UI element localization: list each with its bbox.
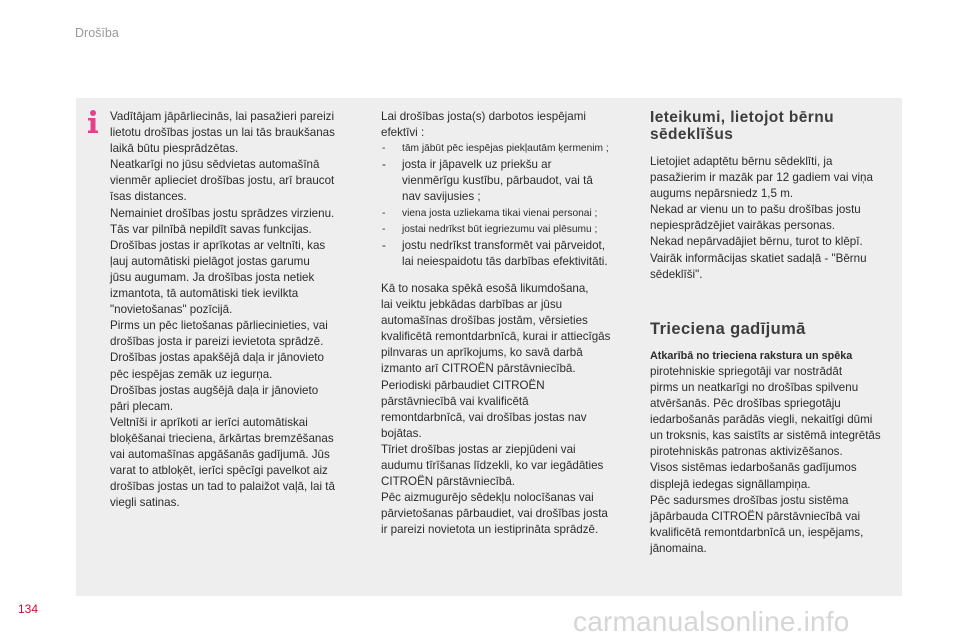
text-line: bloķēšanai trieciena, ārkārtas bremzēšanas <box>110 431 334 445</box>
text-line: tām jābūt pēc iespējas piekļautām ķermenim ; <box>402 143 609 155</box>
list-item <box>381 157 633 205</box>
text-line: pasažierim ir mazāk par 12 gadiem vai viņa <box>650 171 873 185</box>
text-line: sēdeklīši". <box>650 267 703 281</box>
text-line: Drošības jostas ir aprīkotas ar veltnīti, kas <box>110 238 326 252</box>
text-line: Vadītājam jāpārliecinās, lai pasažieri pareizi <box>110 110 335 123</box>
text-line: drošības jostas un tad to palaižot vaļā, lai tā <box>110 480 335 494</box>
middle-paragraph <box>381 281 633 539</box>
text-line: un troksnis, kas saistīts ar sistēmā integrētās <box>650 429 881 443</box>
text-line: pirotehniskie spriegotāji var nostrādāt <box>650 364 843 378</box>
text-line: "novietošanas" pozīcijā. <box>110 303 233 317</box>
text-line: CITROËN pārstāvniecībā. <box>381 475 516 489</box>
right-column <box>650 109 900 557</box>
child-seat-heading <box>650 109 900 143</box>
text-line: ir pareizi novietota un iestiprināta sprādzē. <box>381 523 599 537</box>
section-title: Drošība <box>75 26 119 40</box>
text-line: displejā iedegas signāllampiņa. <box>650 477 811 491</box>
text-line: kvalificētā remontdarbnīcā, kurai ir attiecīgās <box>381 330 611 344</box>
text-line: pārstāvniecībā vai kvalificētā <box>381 394 529 408</box>
text-line: viena josta uzliekama tikai vienai personai ; <box>402 207 598 219</box>
text-line: Kā to nosaka spēkā esošā likumdošana, <box>381 281 589 295</box>
text-line: nepiesprādzējiet vairākas personas. <box>650 219 835 233</box>
heading-line: sēdeklīšus <box>650 126 734 143</box>
left-column <box>110 109 368 511</box>
text-line: Pēc aizmugurējo sēdekļu nolocīšanas vai <box>381 491 594 505</box>
list-item <box>381 206 633 222</box>
impact-body <box>650 365 881 555</box>
text-line: Pēc sadursmes drošības jostu sistēma <box>650 493 849 507</box>
watermark: carmanualsonline.info <box>573 606 850 637</box>
text-line: jāpārbauda CITROËN pārstāvniecībā vai <box>650 509 861 523</box>
text-line: automašīnas drošības jostām, vērsieties <box>381 314 588 328</box>
text-line: Tīriet drošības jostas ar ziepjūdeni vai <box>381 442 576 456</box>
text-line: pārvietošanas pārbaudiet, vai drošības josta <box>381 507 608 521</box>
text-line: josta ir jāpavelk uz priekšu ar <box>402 158 552 172</box>
child-seat-text <box>650 154 900 283</box>
text-line: Visos sistēmas iedarbošanās gadījumos <box>650 461 857 475</box>
text-line: jostai nedrīkst būt iegriezumu vai plēsumu ; <box>402 223 598 235</box>
page-number: 134 <box>18 602 39 616</box>
text-line: Lai drošības josta(s) darbotos iespējami <box>381 110 586 123</box>
info-icon <box>86 109 100 135</box>
text-line: drošības josta ir pareizi ievietota sprādzē. <box>110 335 324 349</box>
text-line: Neatkarīgi no jūsu sēdvietas automašīnā <box>110 158 320 172</box>
text-line: Pirms un pēc lietošanas pārliecinieties, vai <box>110 319 328 333</box>
text-line: izmantota, tā automātiski tiek ievilkta <box>110 287 299 301</box>
list-item <box>381 238 633 270</box>
text-line: jānomaina. <box>650 541 707 555</box>
text-line: īsas distances. <box>110 190 187 204</box>
text-line: pirms un neatkarīgi no drošības spilvenu <box>650 380 859 394</box>
text-line: vienmērīgu kustību, pārbaudot, vai tā <box>402 174 593 188</box>
text-line: jostu nedrīkst transformēt vai pārveidot, <box>402 238 605 252</box>
text-line: viegli satinas. <box>110 496 180 510</box>
list-item <box>381 222 633 238</box>
text-line: bojātas. <box>381 426 422 440</box>
text-line: Drošības jostas augšējā daļa ir jānovieto <box>110 383 319 397</box>
middle-column <box>381 109 633 538</box>
text-line: varat to atbloķēt, ierīci spēcīgi pavelkot aiz <box>110 464 328 478</box>
text-line: remontdarbnīcā, vai drošības jostas nav <box>381 410 587 424</box>
text-line: izmanto arī CITROËN pārstāvniecībā. <box>381 362 576 376</box>
text-line: lietotu drošības jostas un lai tās braukšanas <box>110 126 335 140</box>
text-line: lai neiespaidotu tās darbības efektivitāti. <box>402 254 608 268</box>
text-line: vai automašīnas apgāšanās gadījumā. Jūs <box>110 447 330 461</box>
text-line: laikā būtu piesprādzētas. <box>110 142 239 156</box>
left-column-text <box>110 109 368 511</box>
impact-text <box>650 348 900 557</box>
text-line: Nekad ar vienu un to pašu drošības jostu <box>650 203 861 217</box>
text-line: Nekad nepārvadājiet bērnu, turot to klēpī. <box>650 235 863 249</box>
text-line: nav savijusies ; <box>402 190 481 204</box>
impact-heading: Trieciena gadījumā <box>650 319 806 338</box>
text-line: pāri plecam. <box>110 399 174 413</box>
text-line: augums nepārsniedz 1,5 m. <box>650 187 794 201</box>
impact-lead: Atkarībā no trieciena rakstura un spēka <box>650 349 853 362</box>
requirements-list <box>381 141 633 270</box>
text-line: audumu tīrīšanas līdzekli, ko var iegādāties <box>381 458 604 472</box>
text-line: pilnvaras un aprīkojums, ko savā darbā <box>381 346 583 360</box>
text-line: atvēršanās. Pēc drošības spriegotāju <box>650 397 841 411</box>
text-line: pirotehniskās patronas aktivizēšanos. <box>650 445 843 459</box>
text-line: Vairāk informācijas skatiet sadaļā - "Bērnu <box>650 251 867 265</box>
text-line: jūsu augumam. Ja drošības josta netiek <box>110 270 315 284</box>
text-line: lai veiktu jebkādas darbības ar jūsu <box>381 298 563 312</box>
text-line: vienmēr aplieciet drošības jostu, arī braucot <box>110 174 335 188</box>
middle-intro <box>381 109 633 141</box>
text-line: pēc iespējas zemāk uz iegurņa. <box>110 367 273 381</box>
heading-line: Ieteikumi, lietojot bērnu <box>650 109 834 126</box>
list-item <box>381 141 633 157</box>
text-line: Veltnīši ir aprīkoti ar ierīci automātiskai <box>110 415 308 429</box>
text-line: efektīvi : <box>381 126 425 140</box>
text-line: Tās var pilnībā nepildīt savas funkcijas. <box>110 222 312 236</box>
text-line: Periodiski pārbaudiet CITROËN <box>381 378 545 392</box>
text-line: kvalificētā remontdarbnīcā un, iespējams, <box>650 525 864 539</box>
text-line: ļauj automātiski pielāgot jostas garumu <box>110 254 310 268</box>
text-line: Lietojiet adaptētu bērnu sēdeklīti, ja <box>650 155 833 168</box>
text-line: iedarbošanās parādās viegli, nekaitīgi dūmi <box>650 413 873 427</box>
text-line: Nemainiet drošības jostu sprādzes virzienu. <box>110 206 335 220</box>
text-line: Drošības jostas apakšējā daļa ir jānovieto <box>110 351 324 365</box>
